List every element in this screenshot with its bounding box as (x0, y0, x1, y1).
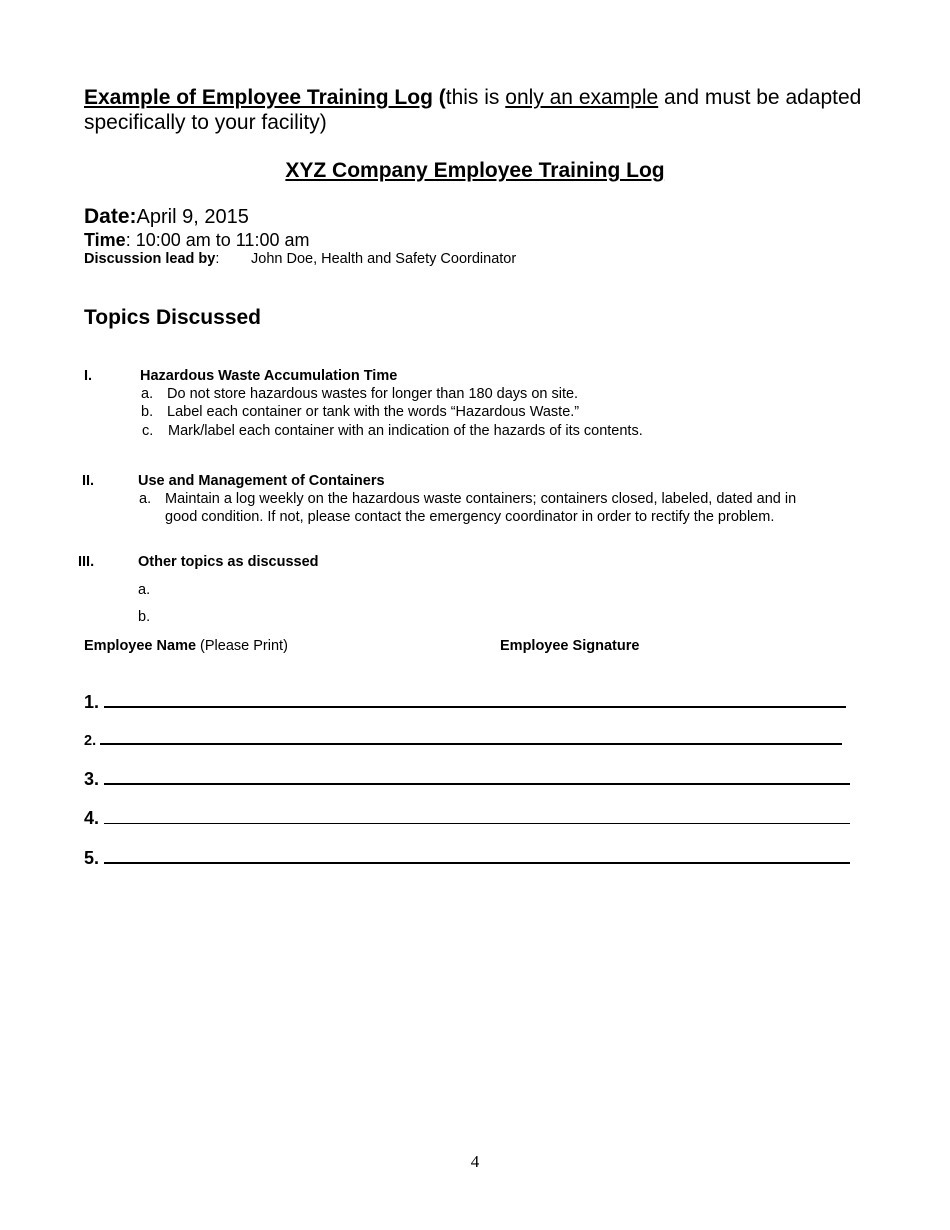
example-title: Example of Employee Training Log (84, 86, 433, 109)
signature-line-5[interactable] (84, 848, 850, 869)
topic-2-heading: Use and Management of Containers (138, 473, 385, 489)
item-marker: c. (142, 423, 154, 439)
signature-blank[interactable] (104, 862, 850, 864)
date-line (84, 205, 249, 229)
date-value: April 9, 2015 (136, 206, 249, 228)
signature-line-4[interactable] (84, 808, 850, 829)
item-text: Do not store hazardous wastes for longer than 180 days on site. (167, 386, 579, 402)
topic-3-heading: Other topics as discussed (138, 554, 319, 570)
item-marker: a. (139, 491, 152, 507)
time-value: : 10:00 am to 11:00 am (125, 230, 310, 250)
signature-line-1[interactable] (84, 692, 846, 713)
line-number: 2. (84, 733, 97, 749)
topic-2-item-a-cont: good condition. If not, please contact the emergency coordinator in order to rectify the problem. (165, 509, 775, 525)
paren-open: ( (438, 86, 446, 109)
page-number: 4 (470, 1152, 480, 1171)
lead-label: Discussion lead by (84, 251, 216, 267)
example-header (84, 85, 861, 110)
item-text: Mark/label each container with an indication of the hazards of its contents. (168, 423, 643, 439)
example-note-line2: specifically to your facility) (84, 111, 327, 134)
employee-name-header-rest: (Please Print) (196, 638, 288, 654)
item-marker: a. (138, 582, 151, 598)
employee-name-header-bold: Employee Name (84, 638, 197, 654)
signature-blank[interactable] (104, 823, 850, 824)
topic-1-numeral: I. (84, 368, 93, 384)
line-number: 4. (84, 808, 100, 828)
document-title: XYZ Company Employee Training Log (285, 159, 665, 182)
topics-heading: Topics Discussed (84, 306, 262, 329)
signature-blank[interactable] (104, 706, 846, 708)
lead-colon: : (215, 251, 220, 267)
item-text: Maintain a log weekly on the hazardous waste containers; containers closed, labeled, dated and in (165, 491, 797, 507)
signature-line-3[interactable] (84, 769, 850, 790)
lead-line (84, 251, 219, 267)
topic-1-item-c (142, 423, 643, 439)
time-line (84, 230, 309, 251)
topic-3-item-b (138, 609, 164, 625)
line-number: 5. (84, 848, 100, 868)
signature-blank[interactable] (100, 743, 842, 745)
item-marker: b. (138, 609, 151, 625)
time-label: Time (84, 230, 126, 250)
topic-2-numeral: II. (82, 473, 95, 489)
topic-1-item-b (141, 404, 579, 420)
line-number: 3. (84, 769, 100, 789)
example-note-pre: this is (445, 86, 506, 109)
item-marker: b. (141, 404, 154, 420)
item-marker: a. (141, 386, 154, 402)
item-text: Label each container or tank with the words “Hazardous Waste.” (167, 404, 580, 420)
topic-1-heading: Hazardous Waste Accumulation Time (140, 368, 398, 384)
signature-line-2[interactable] (84, 733, 842, 749)
line-number: 1. (84, 692, 100, 712)
lead-value: John Doe, Health and Safety Coordinator (251, 251, 517, 267)
employee-signature-header: Employee Signature (500, 638, 640, 654)
topic-3-item-a (138, 582, 164, 598)
date-label: Date: (84, 205, 137, 228)
employee-name-header (84, 638, 288, 654)
topic-1-item-a (141, 386, 578, 402)
example-note-underlined: only an example (505, 86, 659, 109)
topic-3-numeral: III. (78, 554, 95, 570)
signature-blank[interactable] (104, 783, 850, 785)
topic-2-item-a (139, 491, 796, 507)
example-note-post: and must be adapted (658, 86, 862, 109)
